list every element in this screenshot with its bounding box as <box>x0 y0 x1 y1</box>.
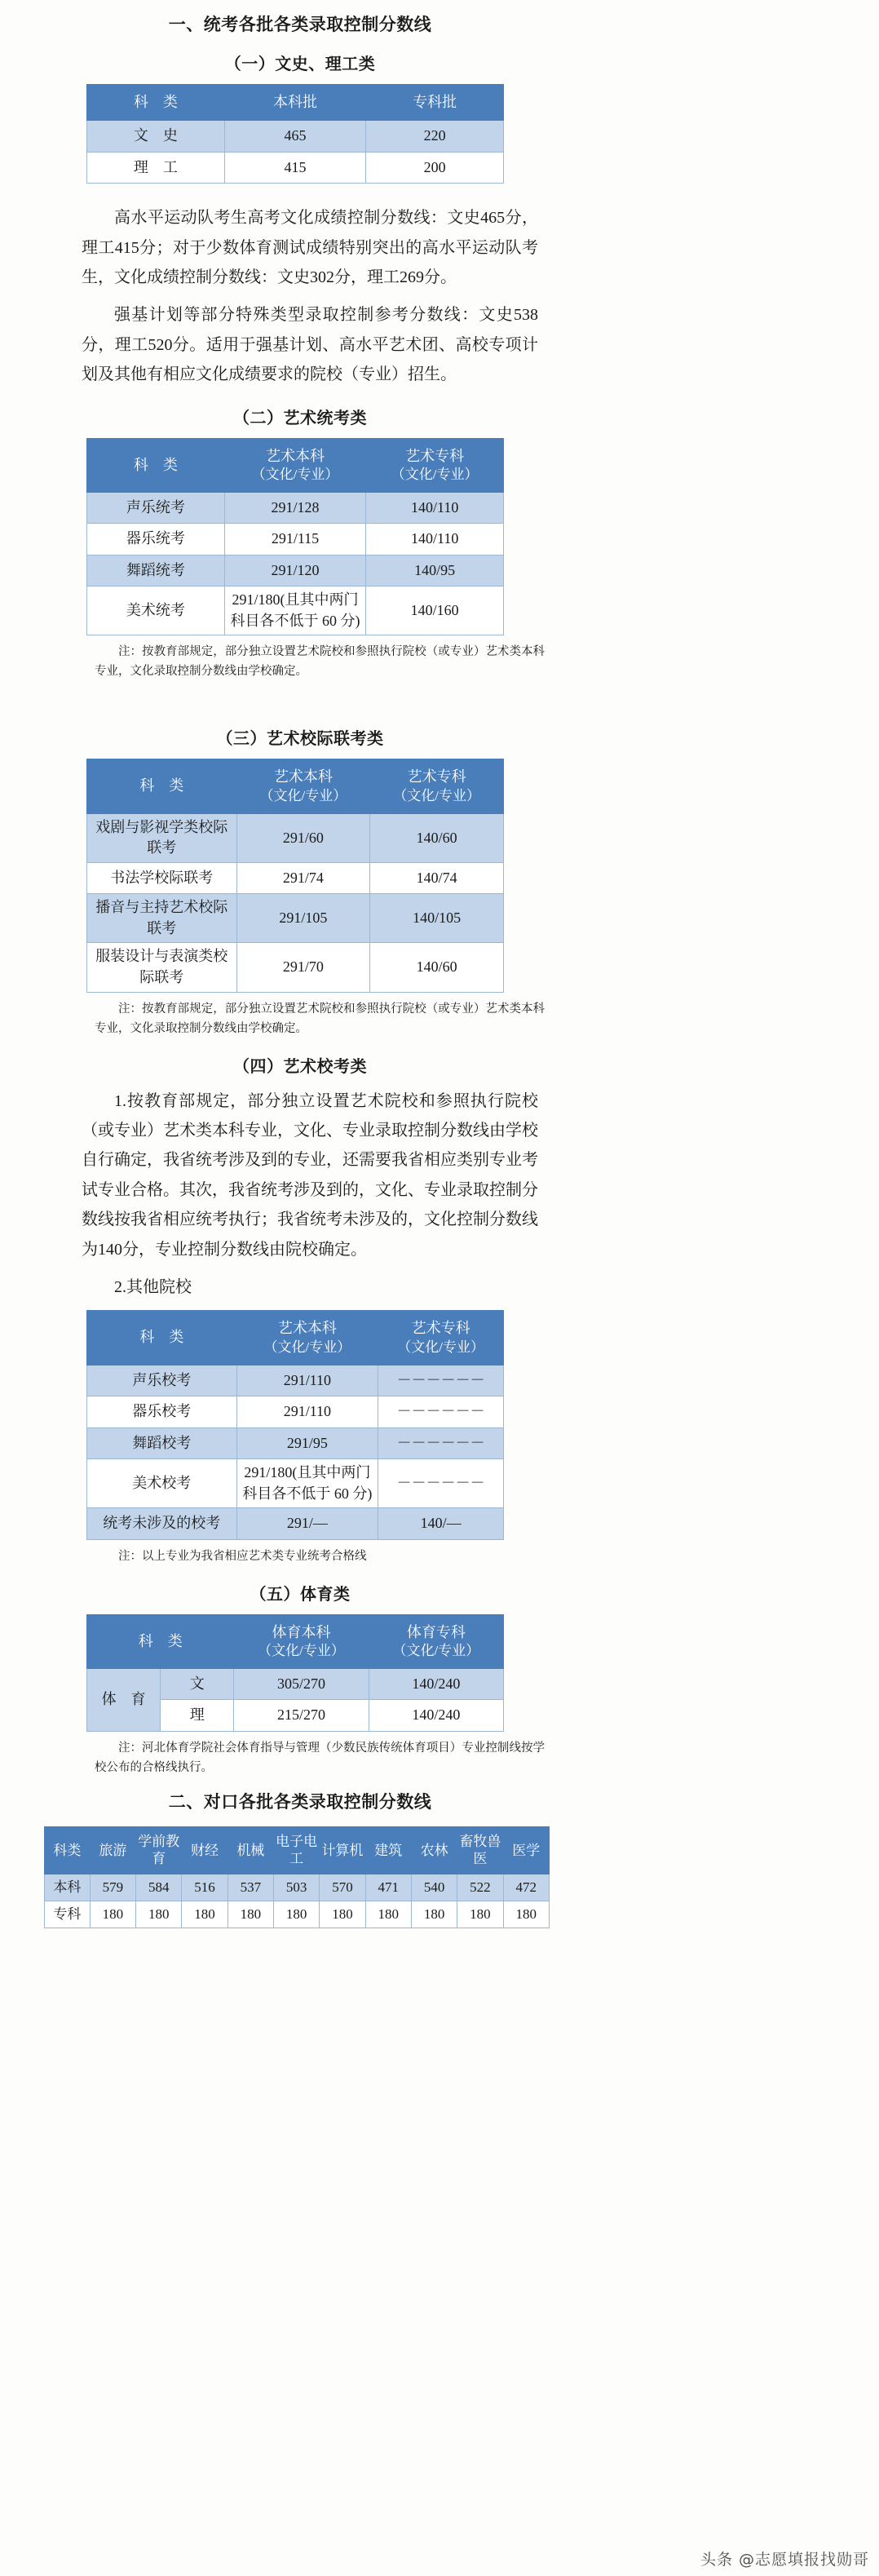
cell-category: 器乐统考 <box>87 524 225 555</box>
cell-benke-score: 465 <box>224 121 366 152</box>
cell-row-label: 本科 <box>45 1874 91 1901</box>
cell-benke-score: 291/110 <box>236 1365 378 1396</box>
cell-category: 声乐校考 <box>87 1365 237 1396</box>
cell-score: 180 <box>411 1901 457 1928</box>
note-yishu-tongkao: 注：按教育部规定，部分独立设置艺术院校和参照执行院校（或专业）艺术类本科专业，文化录取控制分数线由学校确定。 <box>95 645 545 679</box>
cell-zhuanke-score: －－－－－－ <box>378 1396 504 1427</box>
table-header-row <box>87 759 504 813</box>
subsection-3-title: （三）艺术校际联考类 <box>216 728 384 749</box>
cell-zhuanke-score: 140/60 <box>370 813 504 862</box>
cell-score: 180 <box>90 1901 135 1928</box>
cell-zhuanke-score: 140/74 <box>370 862 504 893</box>
cell-benke-score: 291/— <box>236 1508 378 1539</box>
col-header-line1: 艺术专科 <box>405 447 465 464</box>
subsection-4-title: （四）艺术校考类 <box>233 1056 367 1076</box>
col-header-kelei: 科 类 <box>87 1311 237 1365</box>
cell-zhuanke-score: －－－－－－ <box>378 1459 504 1508</box>
cell-subject: 文 <box>161 1669 234 1700</box>
table-row <box>87 493 504 524</box>
cell-category: 戏剧与影视学类校际联考 <box>87 813 237 862</box>
table-row <box>87 894 504 943</box>
cell-category: 服装设计与表演类校际联考 <box>87 943 237 992</box>
cell-zhuanke-score: 140/60 <box>370 943 504 992</box>
col-header-tiyu-benke <box>234 1614 369 1668</box>
table-tiyu <box>86 1614 504 1732</box>
cell-zhuanke-score: －－－－－－ <box>378 1427 504 1458</box>
section-2-title: 二、对口各批各类录取控制分数线 <box>168 1792 432 1812</box>
col-header-line1: 体育本科 <box>272 1623 331 1640</box>
cell-score: 471 <box>365 1874 411 1901</box>
col-header-line2: （文化/专业） <box>392 1643 480 1658</box>
col-header-line2: （文化/专业） <box>397 1339 484 1355</box>
col-header-kelei: 科 类 <box>87 1614 234 1668</box>
table-header-row <box>87 1311 504 1365</box>
table-row <box>87 813 504 862</box>
cell-score: 180 <box>273 1901 319 1928</box>
col-header-yixue: 医学 <box>503 1827 549 1874</box>
table-row <box>87 586 504 635</box>
table-yishu-tongkao <box>86 438 504 636</box>
table-header-row <box>87 85 504 121</box>
table-header-row <box>87 438 504 492</box>
cell-category: 舞蹈统考 <box>87 555 225 586</box>
col-header-jixie: 机械 <box>227 1827 273 1874</box>
col-header-line1: 艺术本科 <box>265 447 325 464</box>
col-header-line1: 体育专科 <box>406 1623 466 1640</box>
subsection-1-title: （一）文史、理工类 <box>224 54 376 73</box>
col-header-kelei: 科 类 <box>87 438 225 492</box>
cell-score: 503 <box>273 1874 319 1901</box>
cell-score: 522 <box>457 1874 503 1901</box>
table-row <box>87 1396 504 1427</box>
cell-score: 472 <box>503 1874 549 1901</box>
paragraph-qiangji: 强基计划等部分特殊类型录取控制参考分数线：文史538分，理工520分。适用于强基计划、高水平艺术团、高校专项计划及其他有相应文化成绩要求的院校（专业）招生。 <box>82 306 538 384</box>
subsection-2-title: （二）艺术统考类 <box>233 407 367 427</box>
cell-benke-score: 291/74 <box>236 862 370 893</box>
col-header-line2: （文化/专业） <box>263 1339 351 1355</box>
col-header-line2: （文化/专业） <box>258 1643 345 1658</box>
col-header-line2: （文化/专业） <box>251 466 339 482</box>
table-row <box>45 1874 550 1901</box>
cell-score: 180 <box>457 1901 503 1928</box>
cell-category: 理 工 <box>87 152 225 183</box>
table-row <box>87 1459 504 1508</box>
note-xiaoji-liankao: 注：按教育部规定，部分独立设置艺术院校和参照执行院校（或专业）艺术类本科专业，文化录取控制分数线由学校确定。 <box>95 1002 545 1035</box>
section-1-title: 一、统考各批各类录取控制分数线 <box>168 15 432 34</box>
cell-category: 美术校考 <box>87 1459 237 1508</box>
cell-benke-score: 291/120 <box>224 555 366 586</box>
table-row <box>87 555 504 586</box>
col-header-zhuanke: 专科批 <box>366 85 504 121</box>
cell-zhuanke-score: 140/110 <box>366 493 504 524</box>
paragraph-gaoshuiping: 高水平运动队考生高考文化成绩控制分数线：文史465分，理工415分；对于少数体育测试成绩特别突出的高水平运动队考生，文化成绩控制分数线：文史302分，理工269分。 <box>82 209 538 286</box>
cell-zhuanke-score: 140/105 <box>370 894 504 943</box>
table-row <box>87 1508 504 1539</box>
col-header-nonglin: 农林 <box>411 1827 457 1874</box>
col-header-xumu: 畜牧兽医 <box>457 1827 503 1874</box>
col-header-dianzi: 电子电工 <box>273 1827 319 1874</box>
cell-benke-score: 291/95 <box>236 1427 378 1458</box>
cell-benke-score: 291/128 <box>224 493 366 524</box>
table-header-row <box>45 1827 550 1874</box>
paragraph-xiaokao-2: 2.其他院校 <box>114 1278 192 1297</box>
table-yishu-xiaokao <box>86 1310 504 1539</box>
cell-category: 播音与主持艺术校际联考 <box>87 894 237 943</box>
cell-score: 180 <box>136 1901 182 1928</box>
cell-category: 文 史 <box>87 121 225 152</box>
table-row <box>87 1365 504 1396</box>
col-header-line2: （文化/专业） <box>393 787 480 803</box>
cell-score: 180 <box>320 1901 365 1928</box>
table-row <box>87 152 504 183</box>
cell-zhuanke-score: 140/110 <box>366 524 504 555</box>
cell-score: 516 <box>182 1874 227 1901</box>
col-header-yishu-benke <box>236 759 370 813</box>
table-row <box>87 862 504 893</box>
cell-score: 579 <box>90 1874 135 1901</box>
note-tiyu: 注：河北体育学院社会体育指导与管理（少数民族传统体育项目）专业控制线按学校公布的合格线执行。 <box>95 1741 545 1774</box>
cell-benke-score: 305/270 <box>234 1669 369 1700</box>
note-yishu-xiaokao: 注：以上专业为我省相应艺术类专业统考合格线 <box>118 1549 367 1563</box>
cell-zhuanke-score: 140/240 <box>369 1700 503 1731</box>
cell-benke-score: 291/70 <box>236 943 370 992</box>
col-header-tiyu-zhuanke <box>369 1614 503 1668</box>
cell-subject: 理 <box>161 1700 234 1731</box>
cell-zhuanke-score: 220 <box>366 121 504 152</box>
table-xiaoji-liankao <box>86 759 504 992</box>
table-row <box>87 524 504 555</box>
cell-zhuanke-score: －－－－－－ <box>378 1365 504 1396</box>
cell-zhuanke-score: 200 <box>366 152 504 183</box>
cell-benke-score: 291/180(且其中两门科目各不低于 60 分) <box>224 586 366 635</box>
subsection-5-title: （五）体育类 <box>250 1583 351 1604</box>
col-header-jianzhu: 建筑 <box>365 1827 411 1874</box>
cell-benke-score: 291/180(且其中两门科目各不低于 60 分) <box>236 1459 378 1508</box>
col-header-line1: 艺术本科 <box>273 768 333 786</box>
col-header-kelei: 科 类 <box>87 85 225 121</box>
cell-row-label: 专科 <box>45 1901 91 1928</box>
col-header-line2: （文化/专业） <box>259 787 347 803</box>
paragraph-xiaokao-1: 1.按教育部规定，部分独立设置艺术院校和参照执行院校（或专业）艺术类本科专业，文化、专业录取控制分数线由学校自行确定，我省统考涉及到的专业，还需要我省相应类别专业考试专业合格。其次，我省统考涉及到的，文化、专业录取控制分数线按我省相应统考执行；我省统考未涉及的，文化控制分数线为140分，专业控制分数线由院校确定。 <box>82 1091 538 1259</box>
cell-benke-score: 415 <box>224 152 366 183</box>
col-header-lvyou: 旅游 <box>90 1827 135 1874</box>
content-column <box>39 0 561 1928</box>
cell-benke-score: 291/115 <box>224 524 366 555</box>
col-header-line2: （文化/专业） <box>391 466 479 482</box>
col-header-line1: 艺术本科 <box>277 1320 337 1337</box>
col-header-kelei: 科 类 <box>87 759 237 813</box>
table-row <box>87 1427 504 1458</box>
cell-zhuanke-score: 140/240 <box>369 1669 503 1700</box>
cell-category: 美术统考 <box>87 586 225 635</box>
col-header-kelei: 科类 <box>45 1827 91 1874</box>
cell-zhuanke-score: 140/95 <box>366 555 504 586</box>
col-header-xueqian: 学前教育 <box>136 1827 182 1874</box>
table-header-row <box>87 1614 504 1668</box>
col-header-yishu-zhuanke <box>370 759 504 813</box>
cell-category: 声乐统考 <box>87 493 225 524</box>
col-header-line1: 艺术专科 <box>407 768 466 786</box>
cell-score: 180 <box>227 1901 273 1928</box>
cell-category: 器乐校考 <box>87 1396 237 1427</box>
cell-score: 570 <box>320 1874 365 1901</box>
cell-score: 180 <box>365 1901 411 1928</box>
col-header-yishu-benke <box>224 438 366 492</box>
cell-score: 537 <box>227 1874 273 1901</box>
col-header-yishu-benke <box>236 1311 378 1365</box>
cell-score: 584 <box>136 1874 182 1901</box>
col-header-yishu-zhuanke <box>366 438 504 492</box>
col-header-yishu-zhuanke <box>378 1311 504 1365</box>
cell-group-label: 体 育 <box>87 1669 161 1732</box>
table-row <box>87 943 504 992</box>
col-header-benke: 本科批 <box>224 85 366 121</box>
cell-score: 540 <box>411 1874 457 1901</box>
table-row <box>45 1901 550 1928</box>
table-row <box>87 121 504 152</box>
table-row <box>87 1669 504 1700</box>
cell-zhuanke-score: 140/— <box>378 1508 504 1539</box>
col-header-line1: 艺术专科 <box>411 1320 470 1337</box>
cell-category: 书法学校际联考 <box>87 862 237 893</box>
cell-category: 统考未涉及的校考 <box>87 1508 237 1539</box>
col-header-caijing: 财经 <box>182 1827 227 1874</box>
cell-benke-score: 291/105 <box>236 894 370 943</box>
cell-benke-score: 291/60 <box>236 813 370 862</box>
watermark: 头条 @志愿填报找勋哥 <box>700 2551 869 2569</box>
cell-score: 180 <box>503 1901 549 1928</box>
table-wenshi-ligong <box>86 84 504 184</box>
cell-category: 舞蹈校考 <box>87 1427 237 1458</box>
cell-zhuanke-score: 140/160 <box>366 586 504 635</box>
cell-benke-score: 291/110 <box>236 1396 378 1427</box>
table-duikou <box>44 1826 550 1928</box>
cell-benke-score: 215/270 <box>234 1700 369 1731</box>
cell-score: 180 <box>182 1901 227 1928</box>
col-header-jisuanji: 计算机 <box>320 1827 365 1874</box>
